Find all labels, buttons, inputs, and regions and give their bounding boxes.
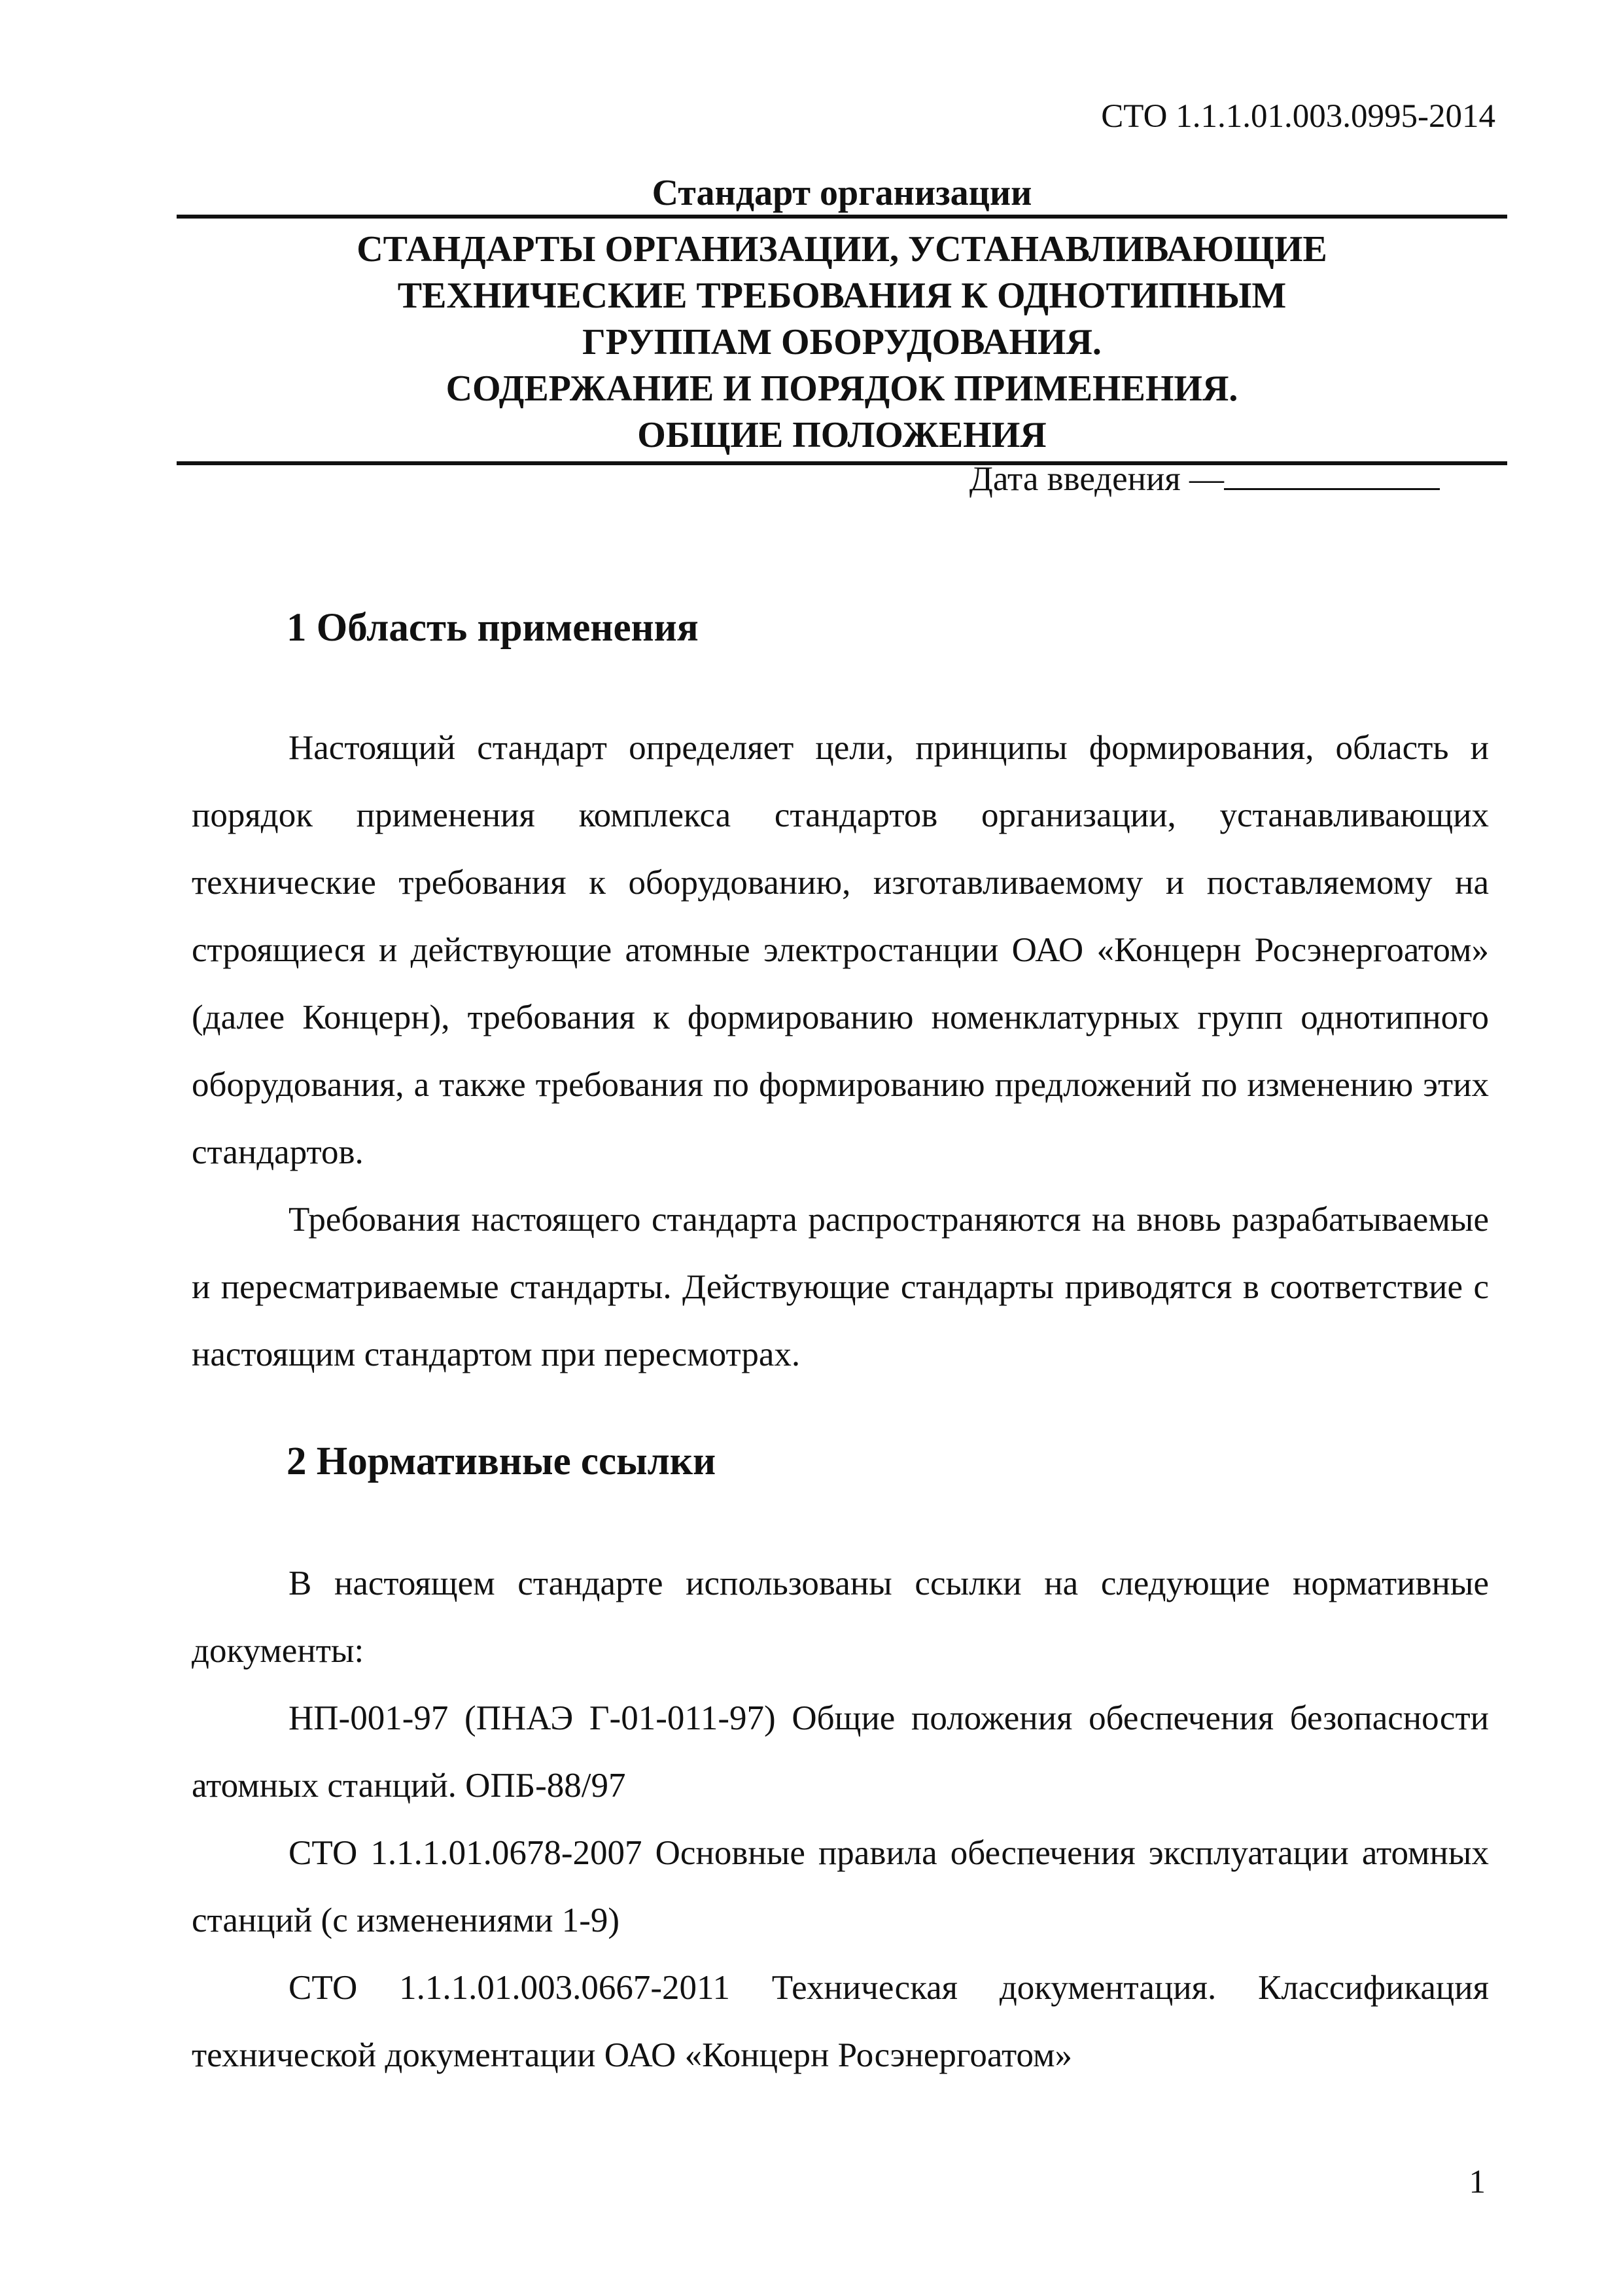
section-heading-scope: 1 Область применения	[287, 606, 699, 650]
document-title	[177, 219, 1507, 461]
reference-item: НП-001-97 (ПНАЭ Г-01-011-97) Общие положения обеспечения безопасности атомных станций. ОПБ-88/97	[192, 1699, 1489, 1805]
title-line: ОБЩИЕ ПОЛОЖЕНИЯ	[637, 415, 1047, 455]
title-block	[177, 171, 1507, 465]
title-line: СТАНДАРТЫ ОРГАНИЗАЦИИ, УСТАНАВЛИВАЮЩИЕ	[357, 229, 1327, 270]
title-line: ТЕХНИЧЕСКИЕ ТРЕБОВАНИЯ К ОДНОТИПНЫМ	[397, 275, 1287, 316]
section-heading-normative-references: 2 Нормативные ссылки	[287, 1439, 716, 1483]
document-code: СТО 1.1.1.01.003.0995-2014	[1101, 98, 1495, 135]
introduction-date-label: Дата введения —	[969, 460, 1224, 498]
organization-standard-label: Стандарт организации	[652, 173, 1032, 213]
reference-item: СТО 1.1.1.01.003.0667-2011 Техническая документация. Классификация технической документации ОАО «Концерн Росэнергоатом»	[192, 1969, 1489, 2074]
paragraph: В настоящем стандарте использованы ссылки на следующие нормативные документы:	[192, 1564, 1489, 1670]
reference-item: СТО 1.1.1.01.0678-2007 Основные правила обеспечения эксплуатации атомных станций (с изменениями 1-9)	[192, 1834, 1489, 1939]
introduction-date-blank	[1224, 458, 1440, 490]
introduction-date	[969, 458, 1440, 500]
paragraph: Требования настоящего стандарта распространяются на вновь разрабатываемые и пересматриваемые стандарты. Действующие стандарты приводятся в соответствие с настоящим стандартом при пересмотрах.	[192, 1201, 1489, 1373]
section-references-body	[192, 1550, 1489, 2089]
title-line: ГРУППАМ ОБОРУДОВАНИЯ.	[582, 322, 1102, 362]
paragraph: Настоящий стандарт определяет цели, принципы формирования, область и порядок применения комплекса стандартов организации, устанавливающих технические требования к оборудованию, изготавливаемому и поставляемому на строящиеся и действующие атомные электростанции ОАО «Концерн Росэнергоатом» (далее Концерн), требования к формированию номенклатурных групп однотипного оборудования, а также требования по формированию предложений по изменению этих стандартов.	[192, 729, 1489, 1171]
section-scope-body	[192, 715, 1489, 1388]
page-number: 1	[1469, 2164, 1486, 2200]
title-line: СОДЕРЖАНИЕ И ПОРЯДОК ПРИМЕНЕНИЯ.	[445, 368, 1238, 409]
